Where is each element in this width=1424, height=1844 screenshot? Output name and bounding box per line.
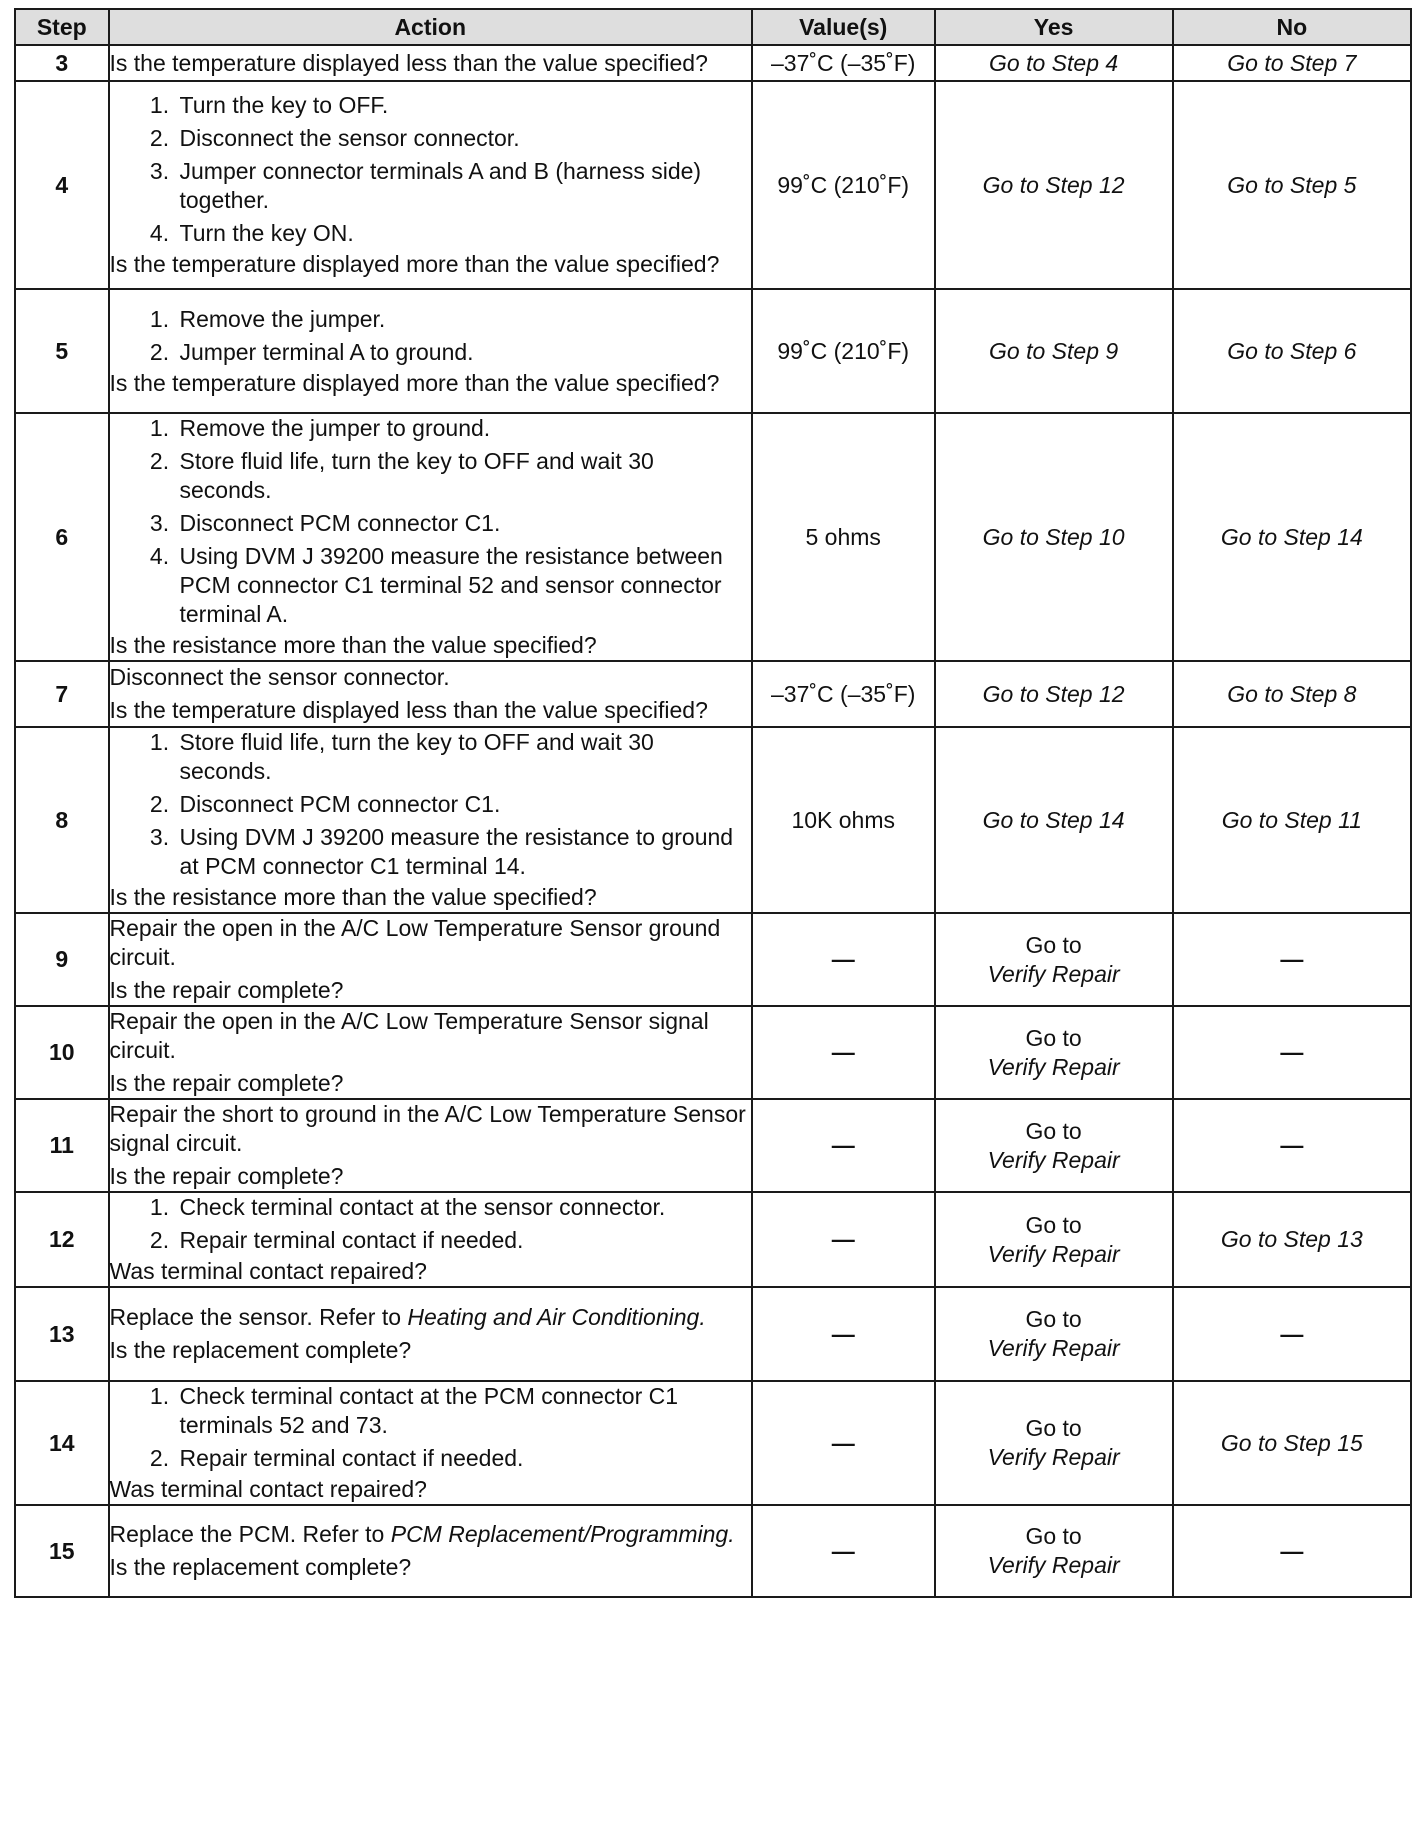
action-text <box>110 1520 751 1549</box>
diagnostic-table <box>14 8 1412 1598</box>
step-number: 11 <box>15 1099 109 1192</box>
no-cell <box>1173 661 1411 727</box>
action-step: 2. Repair terminal contact if needed. <box>176 1444 751 1473</box>
yes-cell <box>935 1287 1173 1381</box>
action-step: 1. Check terminal contact at the PCM connector C1 terminals 52 and 73. <box>176 1382 751 1440</box>
action-text: Repair the short to ground in the A/C Low Temperature Sensor signal circuit. <box>109 1101 746 1156</box>
action-cell <box>109 1287 752 1381</box>
no-action: Go to Step 7 <box>1227 49 1357 76</box>
italic-reference: Verify Repair <box>987 960 1120 987</box>
italic-reference: Verify Repair <box>987 1240 1120 1267</box>
action-question: Is the repair complete? <box>109 1163 344 1189</box>
step-number: 4 <box>15 81 109 289</box>
no-action: — <box>1280 946 1304 972</box>
action-question: Is the replacement complete? <box>109 1337 412 1363</box>
table-row <box>15 1287 1411 1381</box>
value-cell <box>752 1192 935 1287</box>
action-cell <box>109 1192 752 1287</box>
yes-cell <box>935 1192 1173 1287</box>
action-step: 1. Store fluid life, turn the key to OFF and wait 30 seconds. <box>176 728 751 786</box>
value-cell <box>752 81 935 289</box>
action-steps-list <box>110 305 751 367</box>
header-yes: Yes <box>935 9 1173 45</box>
yes-action: Go to Step 4 <box>989 49 1119 76</box>
yes-action: Go to Step 14 <box>982 806 1125 833</box>
no-cell <box>1173 1287 1411 1381</box>
no-cell <box>1173 1006 1411 1099</box>
table-row <box>15 1006 1411 1099</box>
no-action: — <box>1280 1132 1304 1158</box>
action-step: 4. Turn the key ON. <box>176 219 751 248</box>
no-cell <box>1173 1505 1411 1597</box>
no-cell <box>1173 727 1411 913</box>
step-number: 10 <box>15 1006 109 1099</box>
table-row <box>15 1192 1411 1287</box>
table-row <box>15 81 1411 289</box>
action-step: 1. Remove the jumper to ground. <box>176 414 751 443</box>
step-number: 14 <box>15 1381 109 1505</box>
value-cell <box>752 413 935 661</box>
action-steps-list <box>110 1193 751 1255</box>
italic-reference: Verify Repair <box>987 1444 1120 1470</box>
yes-cell <box>935 289 1173 413</box>
specified-value: 5 ohms <box>805 523 881 550</box>
action-text: Repair the open in the A/C Low Temperature Sensor ground circuit. <box>109 915 721 970</box>
action-question: Is the resistance more than the value specified? <box>109 884 597 910</box>
no-cell <box>1173 289 1411 413</box>
action-step: 2. Repair terminal contact if needed. <box>176 1226 751 1255</box>
yes-cell <box>935 45 1173 81</box>
action-cell <box>109 913 752 1006</box>
action-cell <box>109 1006 752 1099</box>
action-step: 3. Using DVM J 39200 measure the resistance to ground at PCM connector C1 terminal 14. <box>176 823 751 881</box>
table-row <box>15 1099 1411 1192</box>
step-number: 6 <box>15 413 109 661</box>
value-cell <box>752 1006 935 1099</box>
action-cell <box>109 661 752 727</box>
action-question: Is the replacement complete? <box>109 1554 412 1580</box>
action-cell <box>109 1505 752 1597</box>
specified-value: 10K ohms <box>791 806 895 833</box>
no-action: Go to Step 15 <box>1220 1429 1363 1456</box>
step-number: 3 <box>15 45 109 81</box>
no-cell <box>1173 413 1411 661</box>
yes-cell <box>935 1006 1173 1099</box>
yes-action <box>988 1025 1120 1080</box>
specified-value: –37˚C (–35˚F) <box>771 49 916 76</box>
italic-reference: Heating and Air Conditioning. <box>407 1304 706 1330</box>
italic-reference: Verify Repair <box>987 1146 1120 1173</box>
no-cell <box>1173 45 1411 81</box>
action-question: Is the repair complete? <box>109 1070 344 1096</box>
plain-text: Go to <box>1025 1024 1082 1051</box>
value-cell <box>752 289 935 413</box>
italic-reference: Verify Repair <box>987 1552 1120 1578</box>
table-row <box>15 1505 1411 1597</box>
action-cell <box>109 1381 752 1505</box>
italic-reference: PCM Replacement/Programming. <box>390 1521 735 1547</box>
yes-action: Go to Step 10 <box>982 523 1125 550</box>
plain-text: Go to <box>1025 1211 1082 1238</box>
step-number: 15 <box>15 1505 109 1597</box>
no-cell <box>1173 81 1411 289</box>
step-number: 9 <box>15 913 109 1006</box>
action-cell <box>109 81 752 289</box>
no-cell <box>1173 913 1411 1006</box>
italic-reference: Verify Repair <box>987 1053 1120 1080</box>
yes-cell <box>935 81 1173 289</box>
action-step: 2. Store fluid life, turn the key to OFF and wait 30 seconds. <box>176 447 751 505</box>
action-steps-list <box>110 728 751 881</box>
yes-cell <box>935 413 1173 661</box>
value-cell <box>752 661 935 727</box>
value-cell <box>752 45 935 81</box>
specified-value: — <box>831 1132 855 1158</box>
specified-value: — <box>831 1039 855 1065</box>
action-cell <box>109 727 752 913</box>
specified-value: — <box>831 946 855 972</box>
step-number: 13 <box>15 1287 109 1381</box>
step-number: 8 <box>15 727 109 913</box>
plain-text: Go to <box>1025 1415 1082 1441</box>
no-action: Go to Step 5 <box>1227 171 1357 198</box>
action-cell <box>109 45 752 81</box>
no-action: Go to Step 13 <box>1220 1226 1363 1252</box>
plain-text: Go to <box>1025 1306 1082 1332</box>
action-step: 1. Check terminal contact at the sensor connector. <box>176 1193 751 1222</box>
value-cell <box>752 727 935 913</box>
action-step: 3. Jumper connector terminals A and B (harness side) together. <box>176 157 751 215</box>
plain-text: Replace the PCM. Refer to <box>109 1521 391 1547</box>
no-cell <box>1173 1192 1411 1287</box>
action-question: Is the temperature displayed more than the value specified? <box>109 369 720 396</box>
action-step: 2. Disconnect PCM connector C1. <box>176 790 751 819</box>
yes-cell <box>935 727 1173 913</box>
action-cell <box>109 413 752 661</box>
header-step: Step <box>15 9 109 45</box>
table-body <box>15 45 1411 1597</box>
no-action: Go to Step 11 <box>1221 806 1362 833</box>
action-step: 4. Using DVM J 39200 measure the resistance between PCM connector C1 terminal 52 and sensor connector terminal A. <box>176 542 751 629</box>
action-step: 2. Jumper terminal A to ground. <box>176 338 751 367</box>
specified-value: — <box>831 1226 855 1252</box>
table-row <box>15 1381 1411 1505</box>
specified-value: — <box>831 1320 855 1347</box>
action-text <box>110 1303 751 1332</box>
yes-action <box>988 1212 1120 1267</box>
value-cell <box>752 1287 935 1381</box>
yes-action: Go to Step 9 <box>989 337 1119 364</box>
yes-cell <box>935 913 1173 1006</box>
table-row <box>15 661 1411 727</box>
action-question: Is the resistance more than the value specified? <box>109 632 597 658</box>
yes-action <box>988 1118 1120 1173</box>
value-cell <box>752 1099 935 1192</box>
action-question: Is the temperature displayed more than the value specified? <box>109 251 720 277</box>
yes-action: Go to Step 12 <box>982 171 1125 198</box>
no-cell <box>1173 1381 1411 1505</box>
action-text: Repair the open in the A/C Low Temperature Sensor signal circuit. <box>109 1008 709 1063</box>
plain-text: Replace the sensor. Refer to <box>109 1304 408 1330</box>
step-number: 12 <box>15 1192 109 1287</box>
table-row <box>15 45 1411 81</box>
yes-action <box>988 1306 1120 1361</box>
plain-text: Go to <box>1025 1523 1082 1549</box>
table-row <box>15 289 1411 413</box>
action-step: 1. Turn the key to OFF. <box>176 91 751 120</box>
table-row <box>15 727 1411 913</box>
action-steps-list <box>110 414 751 629</box>
action-cell <box>109 1099 752 1192</box>
action-cell <box>109 289 752 413</box>
value-cell <box>752 1505 935 1597</box>
action-question: Is the temperature displayed less than the value specified? <box>109 697 708 723</box>
step-number: 7 <box>15 661 109 727</box>
specified-value: — <box>831 1429 855 1456</box>
header-values: Value(s) <box>752 9 935 45</box>
yes-action <box>988 932 1120 987</box>
no-action: — <box>1280 1537 1304 1564</box>
action-steps-list <box>110 91 751 248</box>
yes-action <box>988 1523 1120 1578</box>
yes-action: Go to Step 12 <box>982 680 1125 707</box>
italic-reference: Verify Repair <box>987 1335 1120 1361</box>
value-cell <box>752 1381 935 1505</box>
table-row <box>15 413 1411 661</box>
action-steps-list <box>110 1382 751 1473</box>
action-step: 1. Remove the jumper. <box>176 305 751 334</box>
action-question: Is the repair complete? <box>109 977 344 1003</box>
action-step: 2. Disconnect the sensor connector. <box>176 124 751 153</box>
action-question: Was terminal contact repaired? <box>109 1258 427 1284</box>
action-question: Was terminal contact repaired? <box>109 1476 427 1502</box>
no-action: Go to Step 14 <box>1220 523 1363 550</box>
no-action: Go to Step 6 <box>1227 337 1357 364</box>
value-cell <box>752 913 935 1006</box>
specified-value: 99˚C (210˚F) <box>777 337 910 364</box>
specified-value: 99˚C (210˚F) <box>777 171 910 198</box>
no-action: — <box>1280 1039 1304 1065</box>
no-action: — <box>1280 1320 1304 1347</box>
action-step: 3. Disconnect PCM connector C1. <box>176 509 751 538</box>
yes-cell <box>935 661 1173 727</box>
header-no: No <box>1173 9 1411 45</box>
yes-cell <box>935 1381 1173 1505</box>
plain-text: Go to <box>1025 1117 1082 1144</box>
yes-cell <box>935 1099 1173 1192</box>
table-row <box>15 913 1411 1006</box>
yes-cell <box>935 1505 1173 1597</box>
yes-action <box>988 1415 1120 1470</box>
header-action: Action <box>109 9 752 45</box>
no-action: Go to Step 8 <box>1227 680 1357 707</box>
no-cell <box>1173 1099 1411 1192</box>
step-number: 5 <box>15 289 109 413</box>
specified-value: –37˚C (–35˚F) <box>771 680 916 707</box>
specified-value: — <box>831 1537 855 1564</box>
plain-text: Go to <box>1025 931 1082 958</box>
action-question: Is the temperature displayed less than the value specified? <box>109 49 708 76</box>
header-row <box>15 9 1411 45</box>
action-text: Disconnect the sensor connector. <box>109 664 450 690</box>
